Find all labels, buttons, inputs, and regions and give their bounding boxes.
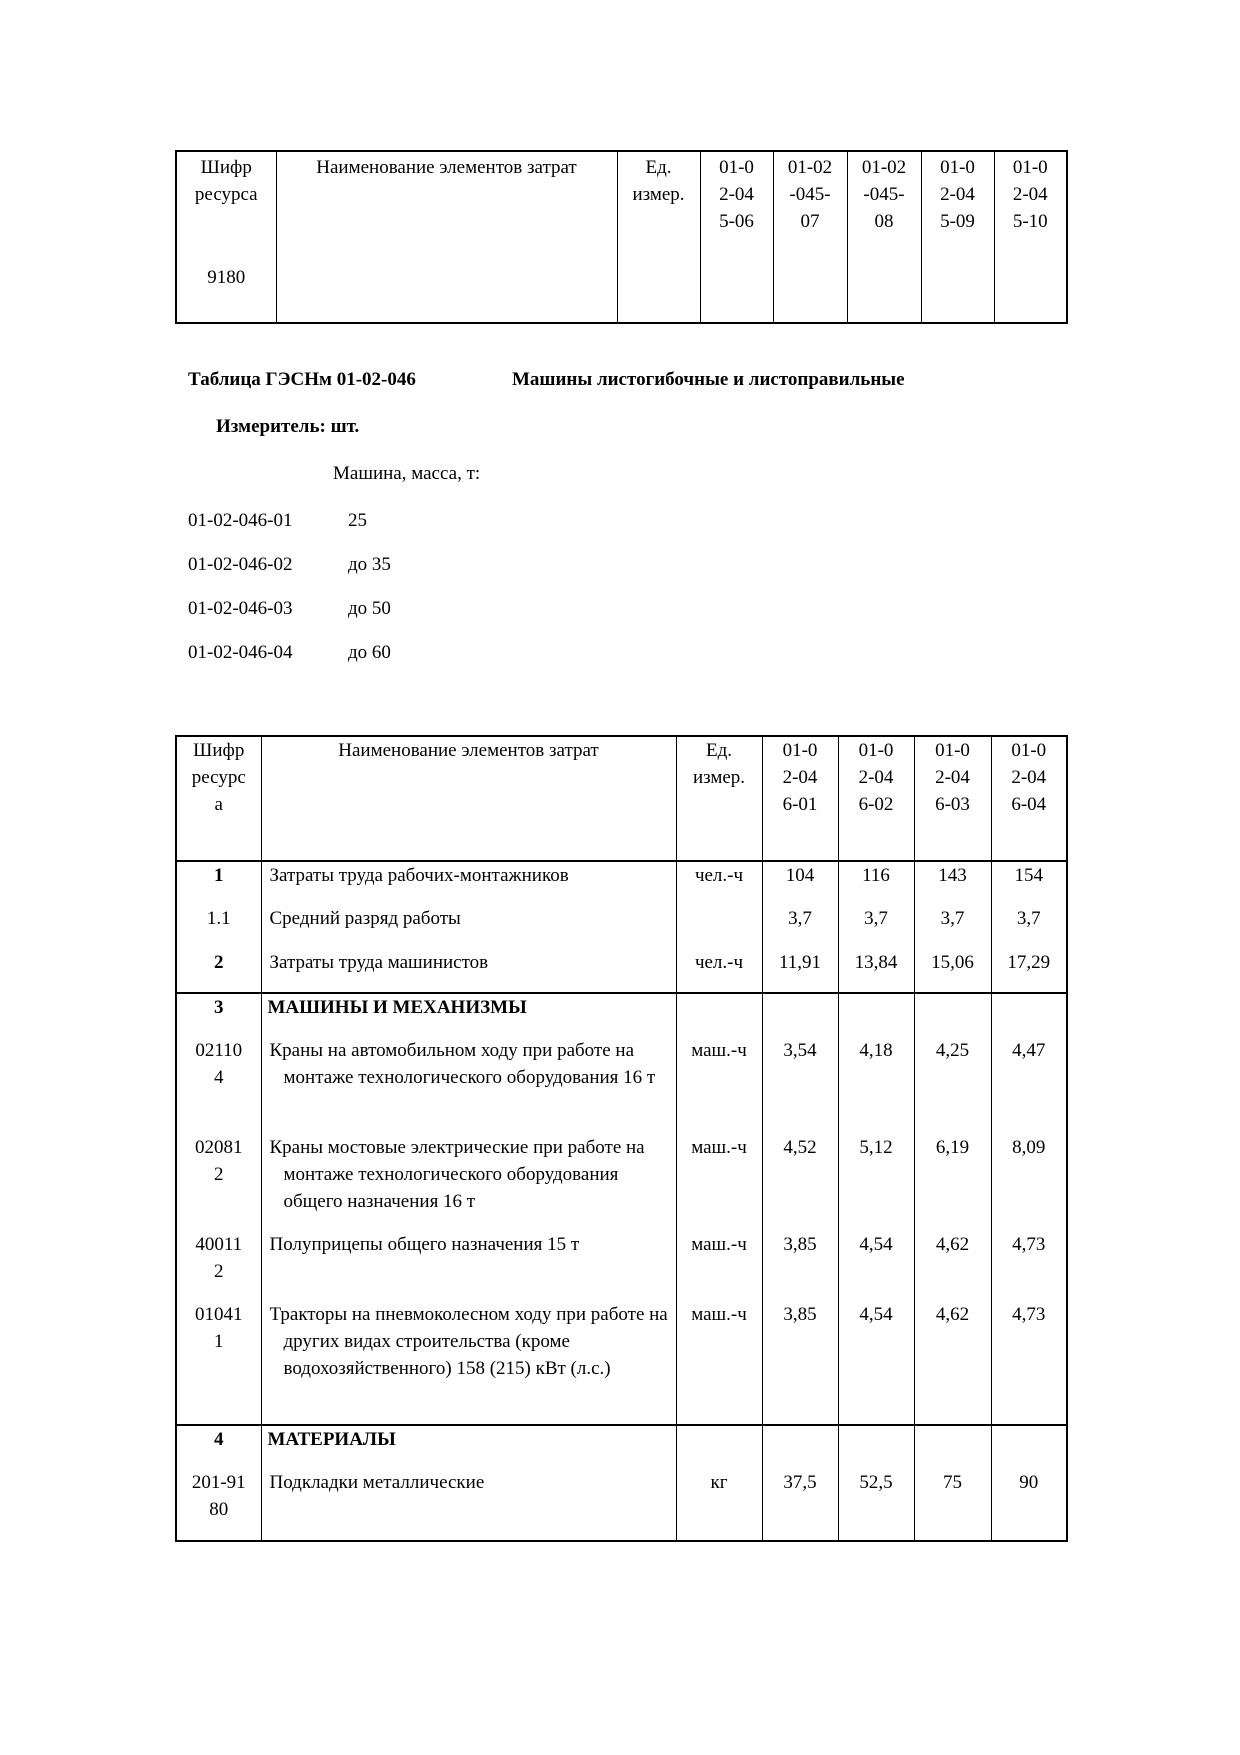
resource-code: 010411 xyxy=(176,1301,261,1425)
resource-name: Полуприцепы общего назначения 15 т xyxy=(261,1231,676,1301)
table-row xyxy=(176,861,1067,905)
value-cell: 4,73 xyxy=(991,1231,1067,1301)
value-cell xyxy=(914,1425,991,1469)
unit: чел.-ч xyxy=(676,949,762,993)
table-row xyxy=(176,993,1067,1037)
value-cell: 116 xyxy=(838,861,914,905)
resource-code: 021104 xyxy=(176,1037,261,1134)
header-unit: Ед. измер. xyxy=(617,151,700,323)
value-cell: 4,52 xyxy=(762,1134,838,1231)
value-cell xyxy=(838,1425,914,1469)
value-cell: 5,12 xyxy=(838,1134,914,1231)
value-cell: 3,54 xyxy=(762,1037,838,1134)
item-code: 01-02-046-03 xyxy=(188,598,293,619)
table-row xyxy=(176,1425,1067,1469)
resource-code: 2 xyxy=(176,949,261,993)
header-name: Наименование элементов затрат xyxy=(276,151,617,323)
header-col: 01-02-046-03 xyxy=(914,736,991,861)
item-value: 25 xyxy=(348,510,367,531)
table-row xyxy=(176,151,1067,323)
resource-code: 020812 xyxy=(176,1134,261,1231)
value-cell xyxy=(838,993,914,1037)
resource-name: МАТЕРИАЛЫ xyxy=(261,1425,676,1469)
header-col: 01-02-045-07 xyxy=(773,151,847,323)
unit: маш.-ч xyxy=(676,1134,762,1231)
table-header-row xyxy=(176,736,1067,861)
value-cell xyxy=(991,1425,1067,1469)
resource-name: Краны на автомобильном ходу при работе на монтаже технологического оборудования 16 т xyxy=(261,1037,676,1134)
value-cell: 3,7 xyxy=(838,905,914,949)
value-cell: 154 xyxy=(991,861,1067,905)
value-cell xyxy=(762,1425,838,1469)
resource-name: Тракторы на пневмоколесном ходу при работе на других видах строительства (кроме водохозяйственного) 158 (215) кВт (л.с.) xyxy=(261,1301,676,1425)
value-cell: 3,7 xyxy=(762,905,838,949)
resource-table-046 xyxy=(175,735,1068,1542)
value-cell: 11,91 xyxy=(762,949,838,993)
value-cell xyxy=(762,993,838,1037)
unit xyxy=(676,993,762,1037)
item-code: 01-02-046-04 xyxy=(188,642,293,663)
table-row xyxy=(176,1037,1067,1134)
resource-name: МАШИНЫ И МЕХАНИЗМЫ xyxy=(261,993,676,1037)
header-col: 01-02-045-10 xyxy=(994,151,1067,323)
value-cell: 4,47 xyxy=(991,1037,1067,1134)
header-code: Шифр ресурса xyxy=(176,736,261,861)
value-cell: 13,84 xyxy=(838,949,914,993)
item-value: до 50 xyxy=(348,598,391,619)
header-text: Шифр ресурса xyxy=(194,157,258,205)
value-cell: 15,06 xyxy=(914,949,991,993)
header-col: 01-02-045-08 xyxy=(847,151,921,323)
value-cell: 75 xyxy=(914,1469,991,1541)
value-cell: 4,62 xyxy=(914,1231,991,1301)
value-cell: 52,5 xyxy=(838,1469,914,1541)
unit xyxy=(676,905,762,949)
resource-name: Средний разряд работы xyxy=(261,905,676,949)
table-row xyxy=(176,1231,1067,1301)
unit: кг xyxy=(676,1469,762,1541)
resource-table-045 xyxy=(175,150,1068,324)
header-code xyxy=(176,151,276,323)
table-row xyxy=(176,905,1067,949)
item-code: 01-02-046-02 xyxy=(188,554,293,575)
resource-code: 1 xyxy=(176,861,261,905)
subheading: Машина, масса, т: xyxy=(333,463,481,484)
resource-code: 400112 xyxy=(176,1231,261,1301)
value-cell: 37,5 xyxy=(762,1469,838,1541)
header-col: 01-02-045-09 xyxy=(921,151,994,323)
value-cell: 143 xyxy=(914,861,991,905)
unit: маш.-ч xyxy=(676,1231,762,1301)
value-cell xyxy=(991,993,1067,1037)
header-name: Наименование элементов затрат xyxy=(261,736,676,861)
value-cell: 4,54 xyxy=(838,1301,914,1425)
value-cell: 4,25 xyxy=(914,1037,991,1134)
table-row xyxy=(176,1469,1067,1541)
value-cell: 104 xyxy=(762,861,838,905)
resource-name: Краны мостовые электрические при работе на монтаже технологического оборудования общего назначения 16 т xyxy=(261,1134,676,1231)
table-name: Машины листогибочные и листоправильные xyxy=(512,369,905,390)
value-cell: 4,73 xyxy=(991,1301,1067,1425)
resource-code: 3 xyxy=(176,993,261,1037)
value-cell: 4,54 xyxy=(838,1231,914,1301)
resource-code: 201-9180 xyxy=(176,1469,261,1541)
table-row xyxy=(176,1134,1067,1231)
unit xyxy=(676,1425,762,1469)
table-row xyxy=(176,1301,1067,1425)
value-cell: 3,85 xyxy=(762,1231,838,1301)
value-cell: 90 xyxy=(991,1469,1067,1541)
item-code: 01-02-046-01 xyxy=(188,510,293,531)
value-cell: 3,7 xyxy=(991,905,1067,949)
value-cell: 17,29 xyxy=(991,949,1067,993)
value-cell: 4,62 xyxy=(914,1301,991,1425)
value-cell: 4,18 xyxy=(838,1037,914,1134)
table-title: Таблица ГЭСНм 01-02-046 xyxy=(188,369,416,390)
resource-name: Подкладки металлические xyxy=(261,1469,676,1541)
unit: чел.-ч xyxy=(676,861,762,905)
item-value: до 35 xyxy=(348,554,391,575)
unit: маш.-ч xyxy=(676,1037,762,1134)
header-col: 01-02-045-06 xyxy=(700,151,773,323)
header-col: 01-02-046-02 xyxy=(838,736,914,861)
unit: маш.-ч xyxy=(676,1301,762,1425)
value-cell: 3,7 xyxy=(914,905,991,949)
code-value: 9180 xyxy=(207,267,246,288)
resource-code: 4 xyxy=(176,1425,261,1469)
header-col: 01-02-046-04 xyxy=(991,736,1067,861)
item-value: до 60 xyxy=(348,642,391,663)
resource-name: Затраты труда машинистов xyxy=(261,949,676,993)
value-cell xyxy=(914,993,991,1037)
header-unit: Ед. измер. xyxy=(676,736,762,861)
header-col: 01-02-046-01 xyxy=(762,736,838,861)
value-cell: 3,85 xyxy=(762,1301,838,1425)
value-cell: 8,09 xyxy=(991,1134,1067,1231)
resource-code: 1.1 xyxy=(176,905,261,949)
value-cell: 6,19 xyxy=(914,1134,991,1231)
meter: Измеритель: шт. xyxy=(216,416,360,437)
table-row xyxy=(176,949,1067,993)
resource-name: Затраты труда рабочих-монтажников xyxy=(261,861,676,905)
